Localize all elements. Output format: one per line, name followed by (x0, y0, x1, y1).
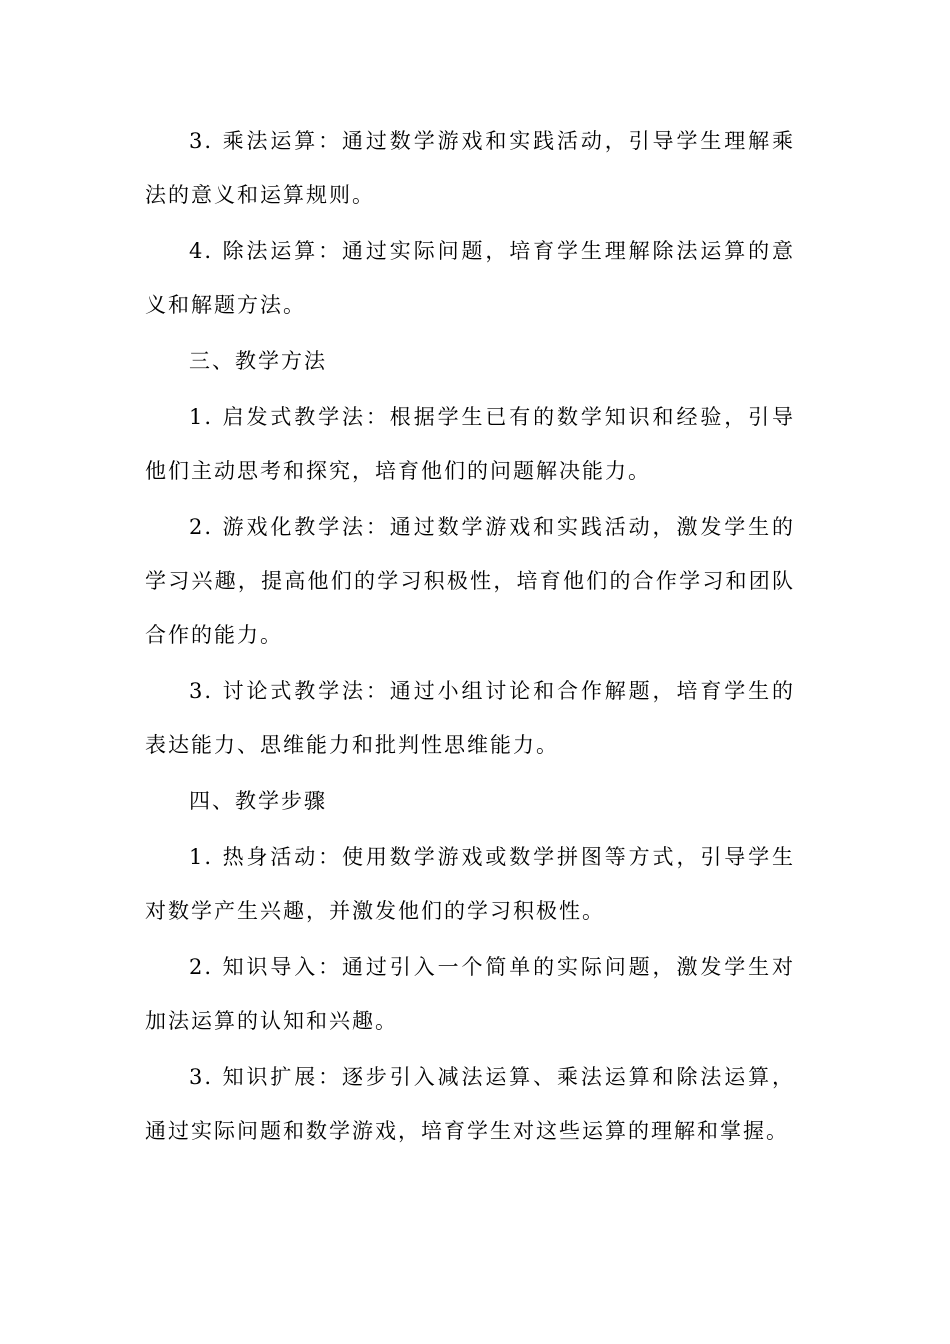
document-body (145, 114, 795, 1158)
paragraph-division: 4. 除法运算：通过实际问题，培育学生理解除法运算的意义和解题方法。 (145, 239, 795, 317)
paragraph-extension: 3. 知识扩展：逐步引入减法运算、乘法运算和除法运算，通过实际问题和数学游戏，培育学生对这些运算的理解和掌握。 (145, 1065, 795, 1143)
paragraph-game-method: 2. 游戏化教学法：通过数学游戏和实践活动，激发学生的学习兴趣，提高他们的学习积极性，培育他们的合作学习和团队合作的能力。 (145, 515, 795, 647)
paragraph-warmup: 1. 热身活动：使用数学游戏或数学拼图等方式，引导学生对数学产生兴趣，并激发他们的学习积极性。 (145, 845, 795, 923)
paragraph-heuristic-method: 1. 启发式教学法：根据学生已有的数学知识和经验，引导他们主动思考和探究，培育他们的问题解决能力。 (145, 405, 795, 483)
paragraph-discussion-method: 3. 讨论式教学法：通过小组讨论和合作解题，培育学生的表达能力、思维能力和批判性思维能力。 (145, 679, 795, 757)
section-heading-teaching-steps: 四、教学步骤 (189, 789, 327, 813)
section-heading-teaching-methods: 三、教学方法 (189, 349, 327, 373)
paragraph-multiplication: 3. 乘法运算：通过数学游戏和实践活动，引导学生理解乘法的意义和运算规则。 (145, 129, 795, 207)
paragraph-introduction: 2. 知识导入：通过引入一个简单的实际问题，激发学生对加法运算的认知和兴趣。 (145, 955, 795, 1033)
